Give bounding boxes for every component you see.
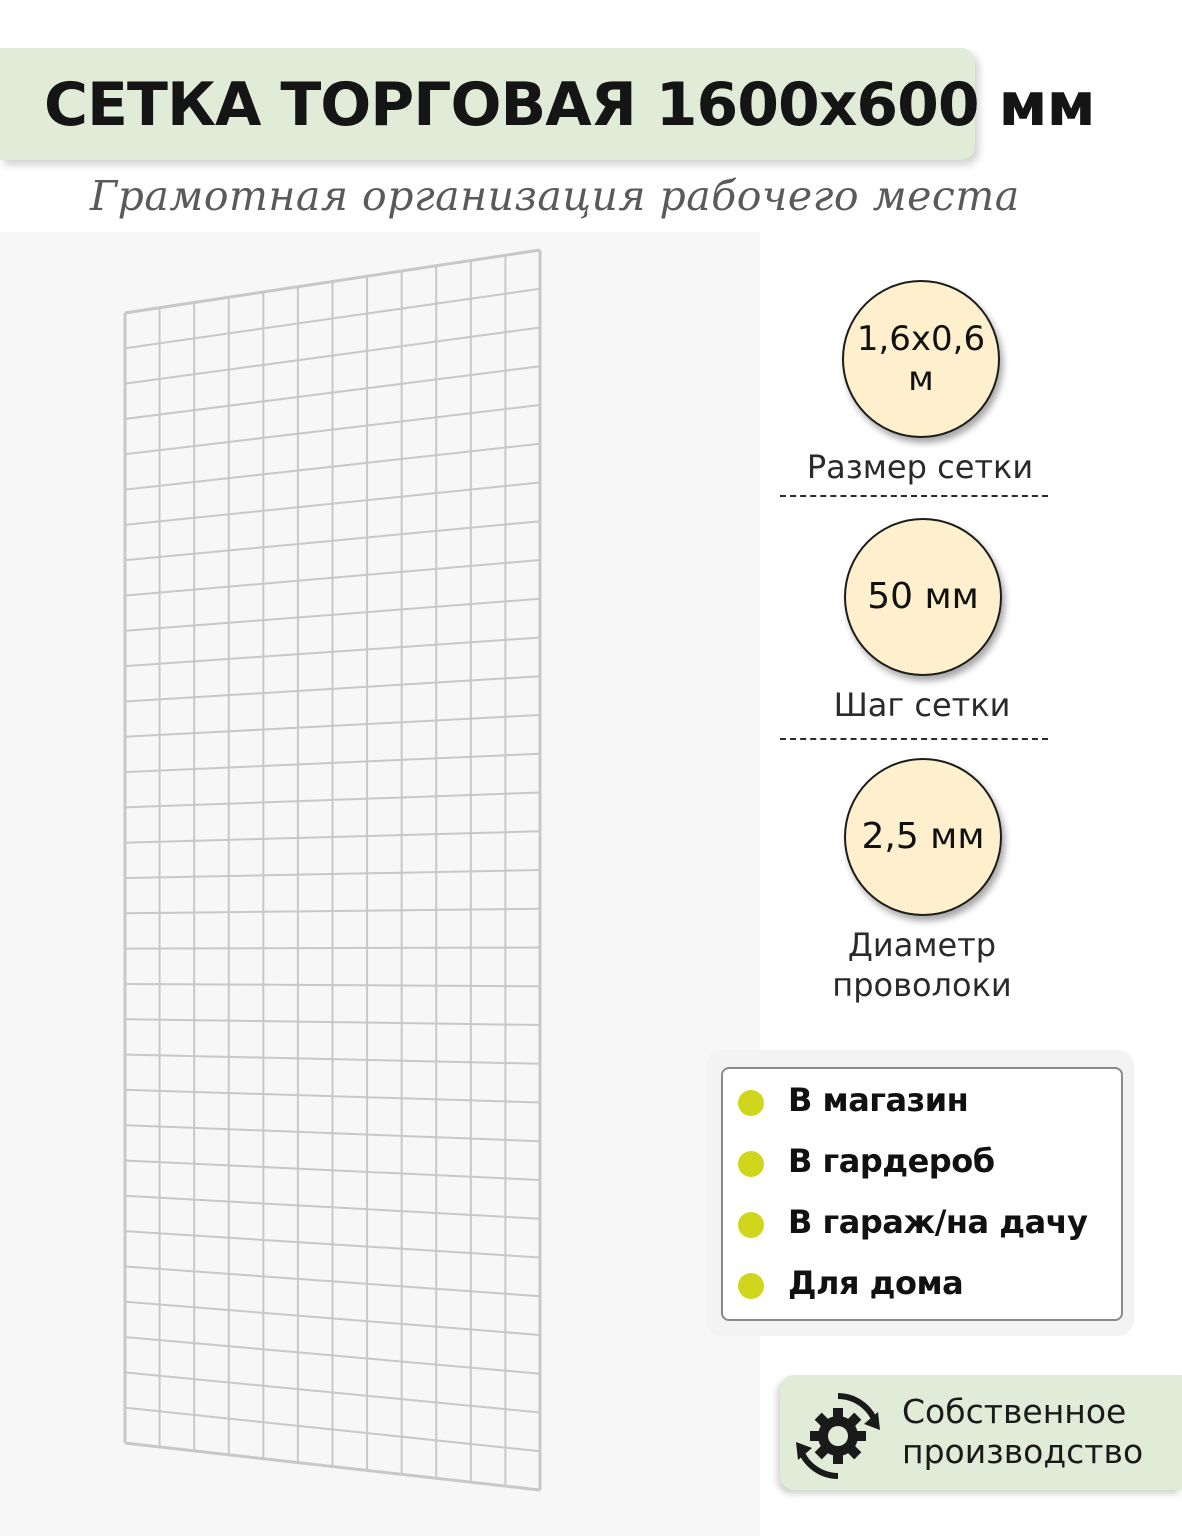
bullet-icon [738, 1212, 764, 1238]
production-text: Собственное производство [902, 1392, 1144, 1471]
bullet-icon [738, 1090, 764, 1116]
list-item: В магазин [738, 1080, 968, 1120]
gear-cycle-icon [790, 1388, 886, 1484]
divider [780, 738, 1048, 740]
bullet-icon [738, 1273, 764, 1299]
spec-wire-circle [844, 758, 1002, 916]
spec-step-value: 50 мм [867, 576, 979, 617]
list-item: В гараж/на дачу [738, 1202, 1087, 1242]
spec-size-value: 1,6x0,6 м [856, 319, 986, 399]
spec-step-circle [844, 518, 1002, 676]
mesh-grid-image [110, 245, 560, 1505]
spec-wire-label: Диаметр проволоки [832, 926, 1012, 1004]
spec-step-label: Шаг сетки [833, 686, 1011, 724]
page-title: СЕТКА ТОРГОВАЯ 1600x600 мм [44, 70, 1095, 140]
spec-wire-value: 2,5 мм [861, 816, 985, 857]
divider [780, 495, 1048, 497]
page-subtitle: Грамотная организация рабочего места [90, 172, 1020, 220]
spec-size-label: Размер сетки [806, 448, 1034, 486]
spec-size-circle [842, 280, 1000, 438]
list-item: Для дома [738, 1263, 963, 1303]
list-item: В гардероб [738, 1141, 995, 1181]
bullet-icon [738, 1151, 764, 1177]
